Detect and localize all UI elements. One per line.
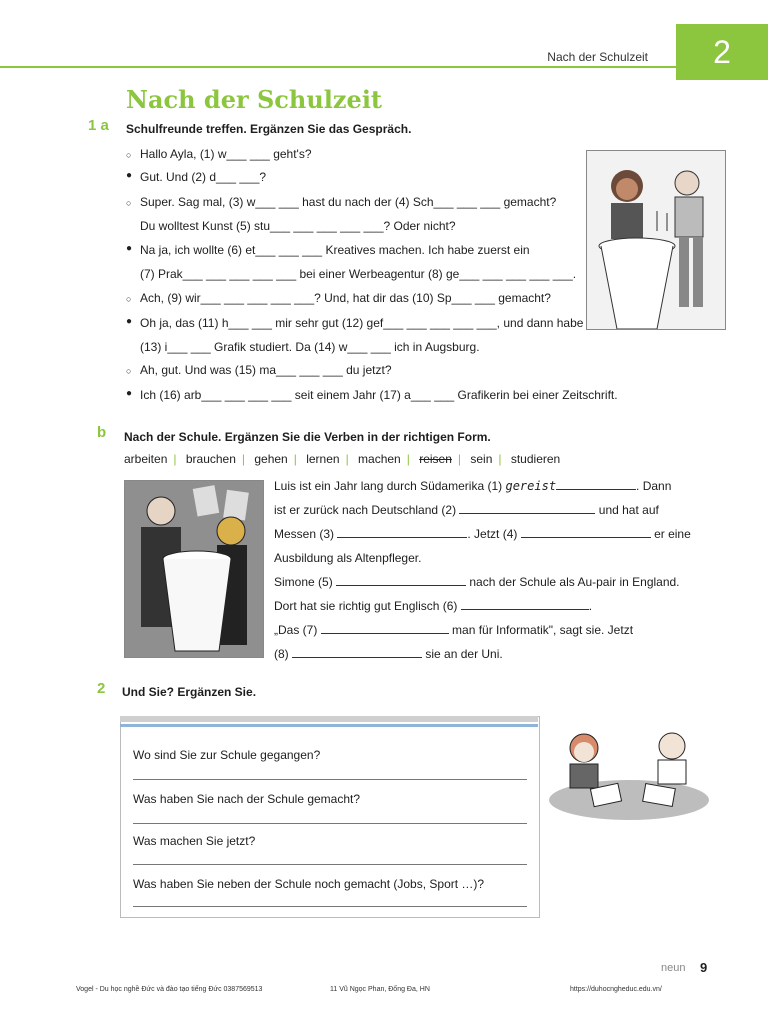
page-title: Nach der Schulzeit <box>126 85 383 114</box>
answer-line[interactable] <box>133 864 527 865</box>
exercise-1b-line-5: Simone (5) nach der Schule als Au-pair in England. <box>274 575 680 589</box>
question-3: Was machen Sie jetzt? <box>133 834 256 848</box>
answer-blank[interactable] <box>336 575 466 586</box>
verb-item: arbeiten <box>124 452 168 466</box>
answer-blank[interactable] <box>461 599 589 610</box>
exercise-1b-line-7: „Das (7) man für Informatik", sagt sie. Jetzt <box>274 623 634 637</box>
dialogue-line: Super. Sag mal, (3) w___ ___ hast du nach der (4) Sch___ ___ ___ gemacht? <box>140 195 557 209</box>
bullet-filled: ● <box>126 316 133 327</box>
illustration-friends-toasting <box>586 150 726 330</box>
question-2: Was haben Sie nach der Schule gemacht? <box>133 792 361 806</box>
dialogue-line: Du wolltest Kunst (5) stu___ ___ ___ ___ ___? Oder nicht? <box>140 219 456 233</box>
footer-url[interactable]: https://duhocngheduc.edu.vn/ <box>570 986 662 993</box>
question-4: Was haben Sie neben der Schule noch gemacht (Jobs, Sport …)? <box>133 877 485 891</box>
verb-item: machen <box>358 452 401 466</box>
exercise-2-title: Und Sie? Ergänzen Sie. <box>122 685 257 699</box>
answer-line[interactable] <box>133 906 527 907</box>
question-box-top-bar <box>120 716 538 722</box>
illustration-party-scene <box>124 480 264 658</box>
verb-item: brauchen <box>185 452 236 466</box>
exercise-1a-number: 1 a <box>88 117 109 134</box>
verb-item: studieren <box>510 452 561 466</box>
dialogue-line: Ach, (9) wir___ ___ ___ ___ ___? Und, hat dir das (10) Sp___ ___ gemacht? <box>140 291 551 305</box>
footer-address: 11 Vũ Ngọc Phan, Đống Đa, HN <box>330 986 430 993</box>
exercise-1b-line-2: ist er zurück nach Deutschland (2) und hat auf <box>274 503 659 517</box>
answer-blank[interactable] <box>292 647 422 658</box>
bullet-filled: ● <box>126 243 133 254</box>
answer-blank[interactable] <box>521 527 651 538</box>
verb-item-crossed-out: reisen <box>419 452 452 466</box>
verb-item: lernen <box>306 452 340 466</box>
handwritten-answer: gereist <box>505 479 557 493</box>
verb-list: arbeiten | brauchen | gehen | lernen | machen | reisen | sein | studieren <box>124 452 561 466</box>
illustration-people-writing <box>548 720 710 824</box>
bullet-filled: ● <box>126 388 133 399</box>
question-1: Wo sind Sie zur Schule gegangen? <box>133 748 321 762</box>
answer-blank[interactable] <box>337 527 467 538</box>
verb-item: gehen <box>254 452 288 466</box>
bullet-open: ○ <box>126 150 132 160</box>
dialogue-line: Ich (16) arb___ ___ ___ ___ seit einem Jahr (17) a___ ___ Grafikerin bei einer Zeitschrift. <box>140 388 618 402</box>
answer-blank[interactable] <box>321 623 449 634</box>
exercise-1a-title: Schulfreunde treffen. Ergänzen Sie das Gespräch. <box>126 122 412 136</box>
exercise-1b-number: b <box>97 424 107 441</box>
dialogue-line: Gut. Und (2) d___ ___? <box>140 170 267 184</box>
dialogue-line: Oh ja, das (11) h___ ___ mir sehr gut (12) gef___ ___ ___ ___ ___, und dann habe <box>140 316 584 330</box>
page-number-word: neun <box>661 962 686 974</box>
question-box-accent-bar <box>120 724 538 727</box>
exercise-1b-line-3: Messen (3) . Jetzt (4) er eine <box>274 527 691 541</box>
exercise-1b-line-1: Luis ist ein Jahr lang durch Südamerika (1) gereist . Dann <box>274 479 672 493</box>
exercise-2-number: 2 <box>97 680 106 697</box>
bullet-open: ○ <box>126 294 132 304</box>
answer-line[interactable] <box>133 823 527 824</box>
exercise-1b-line-8: (8) sie an der Uni. <box>274 647 503 661</box>
header-rule <box>0 66 690 68</box>
dialogue-line: Hallo Ayla, (1) w___ ___ geht's? <box>140 147 312 161</box>
answer-blank[interactable] <box>459 503 595 514</box>
answer-line[interactable] <box>133 779 527 780</box>
bullet-filled: ● <box>126 170 133 181</box>
bullet-open: ○ <box>126 366 132 376</box>
page-number: 9 <box>700 960 708 975</box>
section-title: Nach der Schulzeit <box>547 50 648 64</box>
dialogue-line: (7) Prak___ ___ ___ ___ ___ bei einer Werbeagentur (8) ge___ ___ ___ ___ ___. <box>140 267 577 281</box>
dialogue-line: Na ja, ich wollte (6) et___ ___ ___ Kreatives machen. Ich habe zuerst ein <box>140 243 530 257</box>
exercise-1b-line-4: Ausbildung als Altenpfleger. <box>274 551 422 565</box>
exercise-1b-title: Nach der Schule. Ergänzen Sie die Verben in der richtigen Form. <box>124 430 491 444</box>
exercise-1b-line-6: Dort hat sie richtig gut Englisch (6) . <box>274 599 593 613</box>
bullet-open: ○ <box>126 198 132 208</box>
chapter-number: 2 <box>713 34 731 70</box>
dialogue-line: Ah, gut. Und was (15) ma___ ___ ___ du jetzt? <box>140 363 392 377</box>
verb-item: sein <box>470 452 493 466</box>
dialogue-line: (13) i___ ___ Grafik studiert. Da (14) w___ ___ ich in Augsburg. <box>140 340 480 354</box>
footer-left-text: Vogel - Du học nghề Đức và đào tạo tiếng Đức 0387569513 <box>76 986 263 993</box>
